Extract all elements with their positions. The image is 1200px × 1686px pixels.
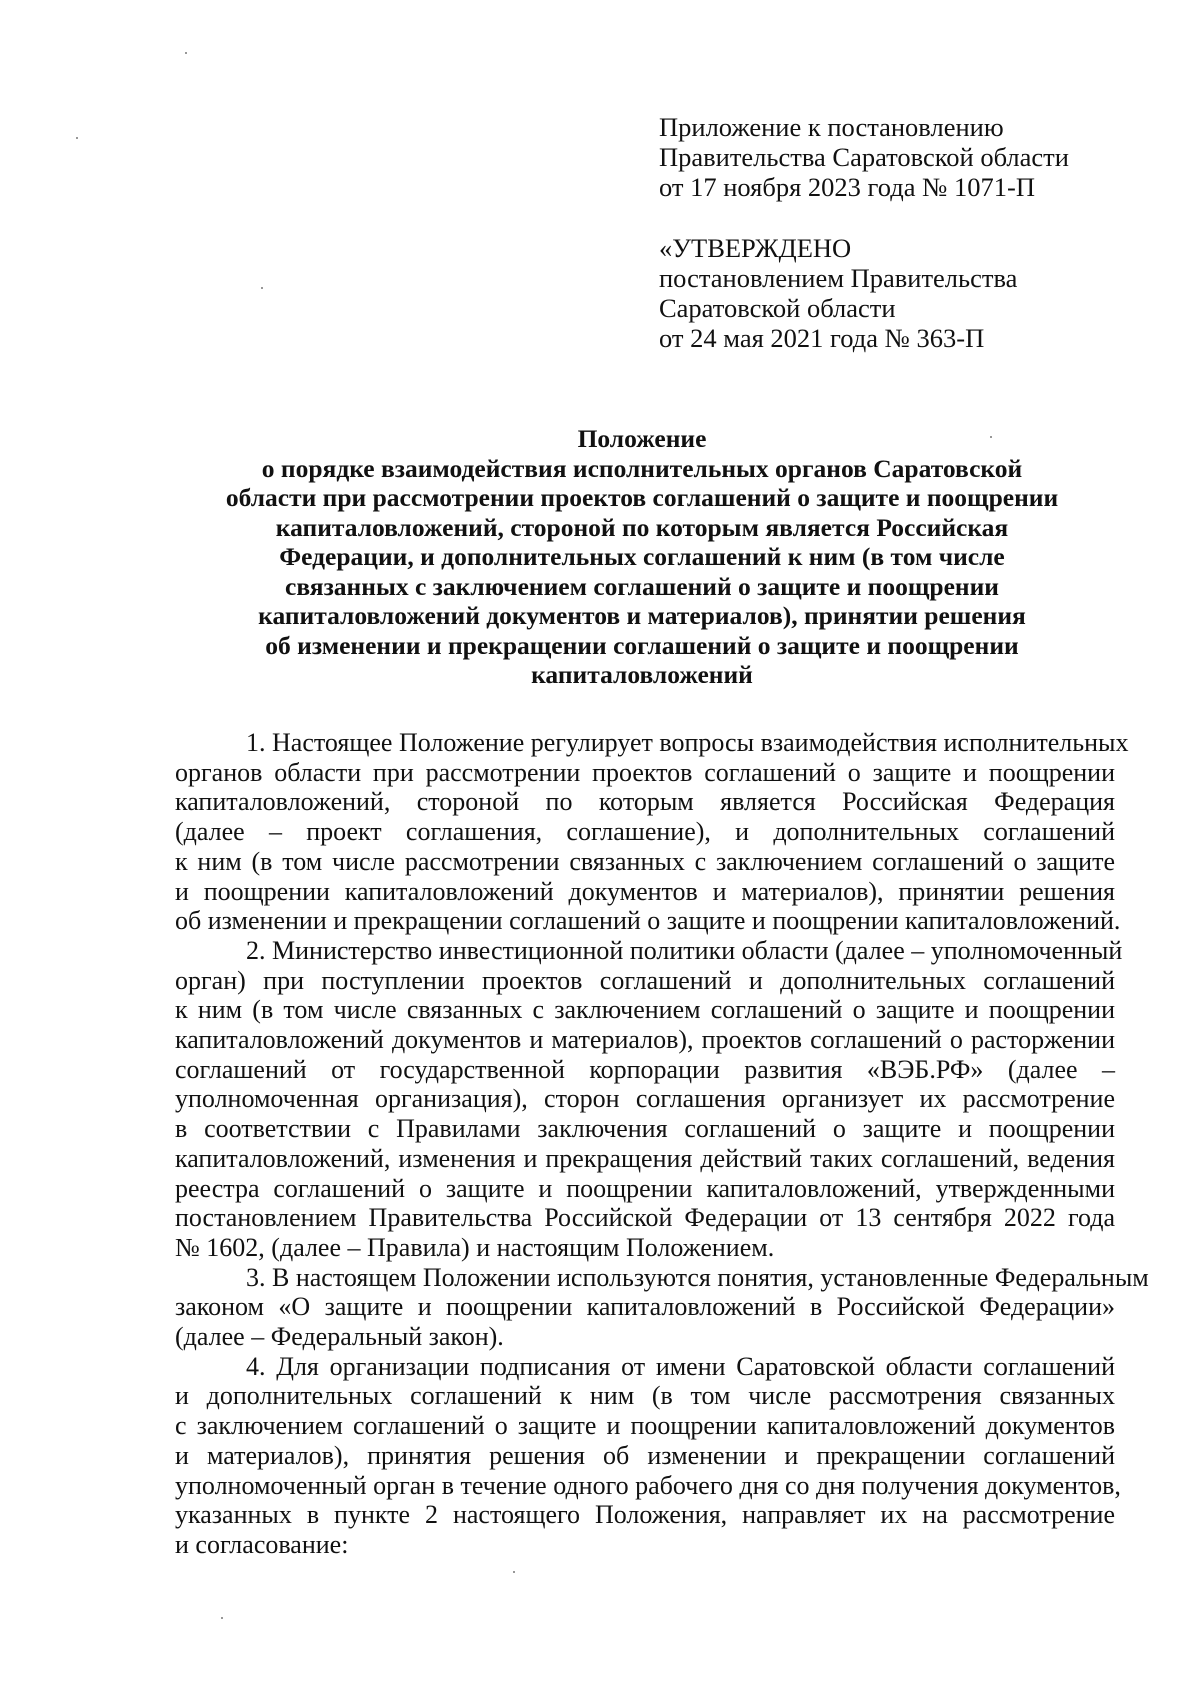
scan-speck [185, 52, 187, 54]
approved-line: от 24 мая 2021 года № 363-П [659, 323, 985, 353]
title-line: связанных с заключением соглашений о защите и поощрении [285, 571, 999, 601]
paragraph-line: орган) при поступлении проектов соглашений и дополнительных соглашений [175, 965, 1115, 995]
document-title [140, 424, 1144, 690]
paragraph-line: уполномоченная организация), сторон соглашения организует их рассмотрение [175, 1084, 1115, 1114]
paragraph-line: и поощрении капиталовложений документов и материалов), принятии решения [175, 876, 1115, 906]
approved-line: Саратовской области [659, 293, 896, 323]
paragraph-line: и материалов), принятия решения об изменении и прекращении соглашений [175, 1440, 1115, 1470]
appendix-line: Правительства Саратовской области [659, 142, 1069, 172]
appendix-line: Приложение к постановлению [659, 112, 1004, 142]
scan-speck [76, 137, 78, 139]
approved-line: постановлением Правительства [659, 263, 1018, 293]
paragraph-line: законом «О защите и поощрении капиталовложений в Российской Федерации» [175, 1292, 1115, 1322]
paragraph-3 [175, 1262, 1149, 1352]
scan-speck [990, 436, 992, 438]
paragraph-1 [175, 728, 1129, 936]
appendix-line: от 17 ноября 2023 года № 1071-П [659, 172, 1035, 202]
title-heading: Положение [577, 424, 707, 453]
title-line: области при рассмотрении проектов соглашений о защите и поощрении [225, 483, 1059, 512]
title-line: Федерации, и дополнительных соглашений к ним (в том числе [279, 542, 1005, 571]
paragraph-line: 2. Министерство инвестиционной политики области (далее – уполномоченный [246, 935, 1123, 965]
paragraph-line: (далее – Федеральный закон). [175, 1322, 504, 1352]
paragraph-line: к ним (в том числе связанных с заключением соглашений о защите и поощрении [175, 995, 1115, 1025]
title-line: капиталовложений, стороной по которым является Российская [275, 512, 1009, 542]
paragraph-line: (далее – проект соглашения, соглашение), и дополнительных соглашений [175, 817, 1115, 847]
paragraph-line: к ним (в том числе рассмотрении связанных с заключением соглашений о защите [175, 846, 1115, 876]
paragraph-4 [175, 1351, 1121, 1560]
title-line: капиталовложений [531, 660, 753, 689]
paragraph-line: капиталовложений документов и материалов), проектов соглашений о расторжении [175, 1025, 1115, 1055]
scan-speck [513, 1571, 515, 1573]
paragraph-line: № 1602, (далее – Правила) и настоящим Положением. [175, 1232, 775, 1262]
scan-speck [261, 287, 263, 289]
appendix-header [659, 112, 1139, 202]
approved-line: «УТВЕРЖДЕНО [659, 233, 852, 263]
paragraph-2 [175, 935, 1123, 1263]
title-line: капиталовложений документов и материалов), принятии решения [258, 601, 1026, 630]
paragraph-line: и согласование: [175, 1529, 349, 1559]
paragraph-line: указанных в пункте 2 настоящего Положения, направляет их на рассмотрение [175, 1500, 1115, 1530]
paragraph-line: постановлением Правительства Российской Федерации от 13 сентября 2022 года [175, 1203, 1115, 1233]
paragraph-line: 4. Для организации подписания от имени Саратовской области соглашений [246, 1351, 1115, 1381]
paragraph-line: органов области при рассмотрении проектов соглашений о защите и поощрении [175, 757, 1115, 787]
approval-stamp-text [659, 233, 1139, 353]
paragraph-line: уполномоченный орган в течение одного рабочего дня со дня получения документов, [175, 1470, 1121, 1500]
paragraph-line: с заключением соглашений о защите и поощрении капиталовложений документов [175, 1411, 1115, 1441]
paragraph-line: 1. Настоящее Положение регулирует вопросы взаимодействия исполнительных [246, 728, 1129, 757]
document-body [175, 728, 1149, 1560]
title-line: об изменении и прекращении соглашений о защите и поощрении [265, 630, 1019, 660]
paragraph-line: соглашений от государственной корпорации развития «ВЭБ.РФ» (далее – [175, 1054, 1115, 1084]
paragraph-line: об изменении и прекращении соглашений о защите и поощрении капиталовложений. [175, 906, 1121, 936]
paragraph-line: реестра соглашений о защите и поощрении капиталовложений, утвержденными [175, 1173, 1115, 1203]
title-line: о порядке взаимодействия исполнительных органов Саратовской [261, 453, 1023, 483]
scan-speck [221, 1617, 223, 1619]
paragraph-line: 3. В настоящем Положении используются понятия, установленные Федеральным [246, 1262, 1149, 1292]
paragraph-line: капиталовложений, изменения и прекращения действий таких соглашений, ведения [175, 1143, 1115, 1173]
paragraph-line: и дополнительных соглашений к ним (в том числе рассмотрения связанных [175, 1381, 1115, 1411]
paragraph-line: капиталовложений, стороной по которым является Российская Федерация [175, 787, 1115, 817]
paragraph-line: в соответствии с Правилами заключения соглашений о защите и поощрении [175, 1114, 1115, 1144]
